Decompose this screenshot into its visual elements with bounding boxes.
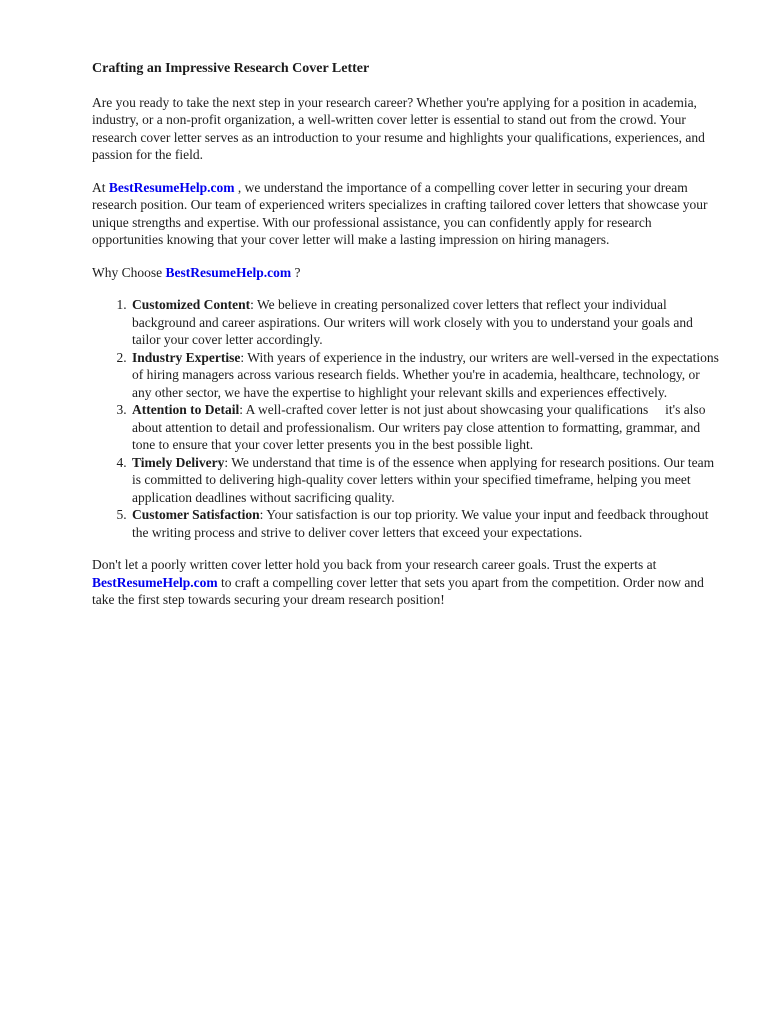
benefit-text: : A well-crafted cover letter is not just about showcasing your qualifications it's also about attention to detail and professionalism. Our writers pay close attention to formatting, grammar, and tone to ensure that your cover letter presents you in the best possible light. bbox=[132, 402, 706, 452]
benefit-term: Customized Content bbox=[132, 297, 251, 312]
benefit-text: : We understand that time is of the essence when applying for research positions. Our team is committed to delivering high-quality cover letters within your specified timeframe, helping you meet application deadlines without sacrificing quality. bbox=[132, 454, 715, 505]
why-choose-post-text: ? bbox=[291, 264, 301, 280]
why-choose-pre-text: Why Choose bbox=[92, 264, 166, 280]
document-body bbox=[92, 60, 722, 609]
closing-pre-text: Don't let a poorly written cover letter hold you back from your research career goals. Trust the experts at bbox=[92, 557, 657, 572]
about-post-text: , we understand the importance of a compelling cover letter in securing your dream research position. Our team of experienced writers specializes in crafting tailored cover letters that showcase your unique strengths and expertise. With our professional assistance, you can confidently apply for research opportunities knowing that your cover letter will make a lasting impression on hiring managers. bbox=[92, 179, 708, 247]
about-paragraph bbox=[92, 179, 722, 249]
list-item bbox=[130, 401, 722, 454]
benefit-term: Customer Satisfaction bbox=[132, 507, 260, 522]
benefit-text: : We believe in creating personalized cover letters that reflect your individual background and career aspirations. Our writers will work closely with you to understand your goals and tailor your cover letter accordingly. bbox=[132, 297, 693, 347]
list-item bbox=[130, 296, 722, 349]
list-item bbox=[130, 506, 722, 541]
about-pre-text: At bbox=[92, 179, 109, 195]
benefit-text: : With years of experience in the industry, our writers are well-versed in the expectations of hiring managers across various research fields. Whether you're in academia, healthcare, technology, or any other sector, we have the expertise to highlight your relevant skills and experiences effectively. bbox=[132, 349, 719, 400]
benefits-list bbox=[92, 296, 722, 541]
why-choose-heading bbox=[92, 264, 722, 282]
page-title: Crafting an Impressive Research Cover Letter bbox=[92, 61, 370, 76]
closing-paragraph bbox=[92, 556, 722, 609]
brand-link[interactable]: BestResumeHelp.com bbox=[108, 179, 235, 195]
intro-paragraph bbox=[92, 94, 722, 164]
brand-link[interactable]: BestResumeHelp.com bbox=[92, 574, 218, 590]
closing-post-text: to craft a compelling cover letter that sets you apart from the competition. Order now and take the first step towards securing your dream research position! bbox=[92, 574, 704, 607]
brand-link[interactable]: BestResumeHelp.com bbox=[165, 264, 292, 280]
list-item bbox=[130, 349, 722, 402]
benefit-term: Industry Expertise bbox=[132, 349, 241, 365]
intro-text: Are you ready to take the next step in your research career? Whether you're applying for a position in academia, industry, or a non-profit organization, a well-written cover letter is essential to stand out from the crowd. Your research cover letter serves as an introduction to your resume and highlights your qualifications, experiences, and passion for the field. bbox=[92, 94, 705, 162]
benefit-term: Timely Delivery bbox=[132, 454, 225, 470]
benefit-term: Attention to Detail bbox=[132, 402, 240, 417]
benefit-text: : Your satisfaction is our top priority. We value your input and feedback throughout the writing process and strive to deliver cover letters that exceed your expectations. bbox=[132, 507, 709, 540]
list-item bbox=[130, 454, 722, 507]
